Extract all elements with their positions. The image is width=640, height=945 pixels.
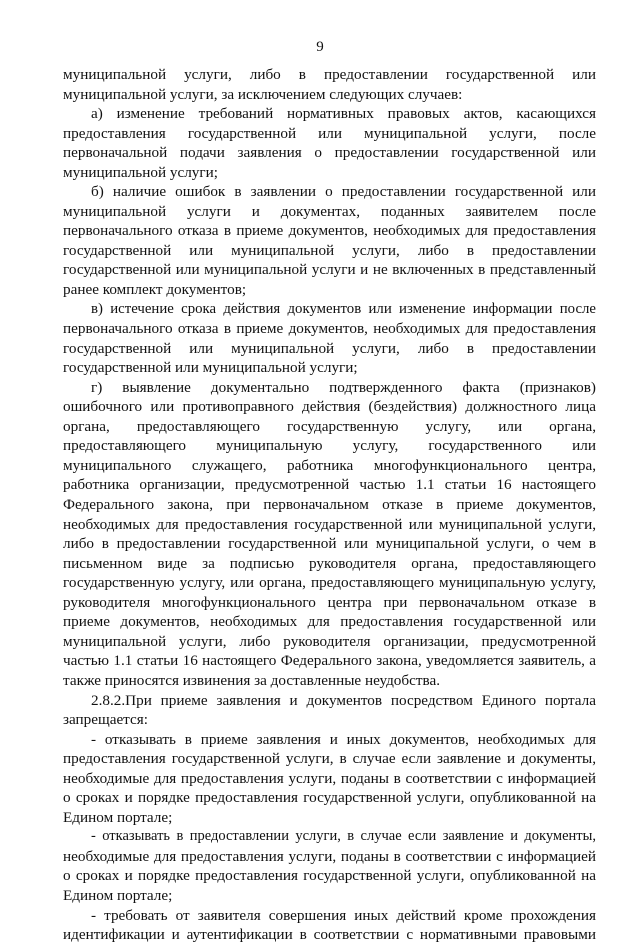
text-line: - отказывать в приеме заявления и иных документов, необходимых для (91, 730, 596, 748)
paragraph (63, 300, 596, 378)
text-line: запрещается: (63, 711, 148, 729)
text-line: ошибочного или противоправного действия (бездействия) должностного лица (63, 398, 596, 416)
text-line: приеме документов, необходимых для предоставления государственной или (63, 613, 596, 631)
paragraph (63, 65, 596, 104)
paragraph (63, 827, 596, 905)
text-line: муниципального служащего, работника многофункционального центра, (63, 456, 596, 474)
text-line: государственной или муниципальной услуги, либо в предоставлении (63, 241, 596, 259)
text-line: необходимых для предоставления государственной или муниципальной услуги, (63, 515, 596, 533)
text-line: предоставляющего муниципальную услугу, государственного или (63, 437, 596, 455)
text-line: письменном виде за подписью руководителя органа, предоставляющего (63, 554, 596, 572)
text-line: Едином портале; (63, 886, 173, 904)
text-line: необходимые для предоставления услуги, поданы в соответствии с информацией (63, 769, 596, 787)
text-line: г) выявление документально подтвержденного факта (признаков) (91, 378, 596, 396)
text-line: либо в предоставлении государственной или муниципальной услуги, о чем в (63, 535, 596, 553)
text-line: идентификации и аутентификации в соответствии с нормативными правовыми (63, 926, 596, 944)
text-line: - требовать от заявителя совершения иных действий кроме прохождения (91, 906, 596, 924)
text-line: муниципальной услуги; (63, 163, 218, 181)
text-line: муниципальной услуги и документах, поданных заявителем после (63, 202, 596, 220)
paragraph (63, 730, 596, 828)
text-line: муниципальной услуги, либо руководителя организации, предусмотренной (63, 632, 596, 650)
paragraph (63, 104, 596, 182)
text-line: предоставления государственной или муниципальной услуги, после (63, 124, 596, 142)
text-line: частью 1.1 статьи 16 настоящего Федерального закона, уведомляется заявитель, а (63, 652, 596, 670)
text-line: первоначального отказа в приеме документов, необходимых для предоставления (63, 222, 596, 240)
text-line: работника организации, предусмотренной частью 1.1 статьи 16 настоящего (63, 476, 596, 494)
paragraph (63, 378, 596, 691)
text-line: Федерального закона, при первоначальном отказе в приеме документов, (63, 496, 596, 514)
paragraph (63, 182, 596, 299)
text-line: государственную услугу, или органа, предоставляющего муниципальную услугу, (63, 574, 596, 592)
text-line: государственной или муниципальной услуги; (63, 359, 358, 377)
text-line: руководителя многофункционального центра при первоначальном отказе в (63, 593, 596, 611)
text-line: о сроках и порядке предоставления государственной услуги, опубликованной на (63, 789, 596, 807)
text-line: первоначального отказа в приеме документов, необходимых для предоставления (63, 320, 596, 338)
text-line: Едином портале; (63, 808, 173, 826)
text-line: государственной или муниципальной услуги и не включенных в представленный (63, 261, 596, 279)
text-line: ранее комплект документов; (63, 281, 247, 299)
text-line: муниципальной услуги, за исключением следующих случаев: (63, 85, 463, 103)
text-line: в) истечение срока действия документов или изменение информации после (91, 300, 596, 317)
text-line: муниципальной услуги, либо в предоставлении государственной или (63, 66, 596, 83)
text-line: о сроках и порядке предоставления государственной услуги, опубликованной на (63, 867, 596, 885)
text-line: а) изменение требований нормативных правовых актов, касающихся (91, 105, 596, 123)
text-line: - отказывать в предоставлении услуги, в случае если заявление и документы, (91, 828, 596, 845)
text-line: государственной или муниципальной услуги, либо в предоставлении (63, 339, 596, 357)
text-line: предоставления государственной услуги, в случае если заявление и документы, (63, 750, 596, 768)
paragraph (63, 906, 596, 945)
text-line: также приносятся извинения за доставленные неудобства. (63, 671, 441, 689)
text-line: 2.8.2.При приеме заявления и документов посредством Единого портала (91, 691, 596, 709)
text-line: необходимые для предоставления услуги, поданы в соответствии с информацией (63, 847, 596, 865)
paragraph (63, 691, 596, 730)
document-body (63, 65, 596, 945)
text-line: органа, предоставляющего государственную услугу, или органа, (63, 417, 596, 435)
text-line: б) наличие ошибок в заявлении о предоставлении государственной или (91, 183, 596, 201)
text-line: первоначальной подачи заявления о предоставлении государственной или (63, 144, 596, 162)
page-number: 9 (316, 39, 324, 55)
